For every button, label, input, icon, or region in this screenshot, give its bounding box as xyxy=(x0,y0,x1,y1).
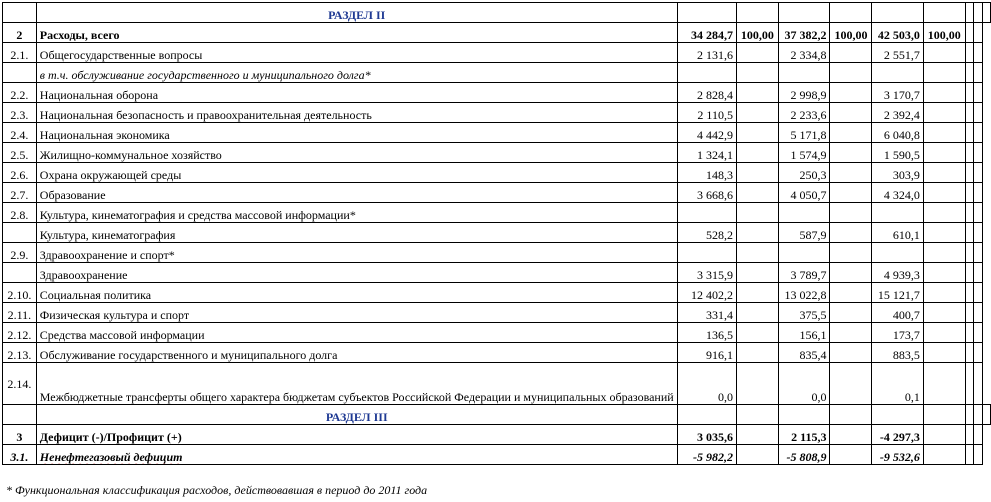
row-label: Дефицит (-)/Профицит (+) xyxy=(36,425,677,445)
empty-cell xyxy=(830,3,872,23)
empty-cell xyxy=(923,263,965,283)
empty-cell xyxy=(830,283,872,303)
row-label: Расходы, всего xyxy=(36,23,677,43)
value-cell: 400,7 xyxy=(872,303,923,323)
row-number: 3.1. xyxy=(3,445,37,465)
value-cell: 2 110,5 xyxy=(677,103,736,123)
row-number: 2.7. xyxy=(3,183,37,203)
value-cell xyxy=(778,243,830,263)
percent-cell: 100,00 xyxy=(923,23,965,43)
value-cell xyxy=(872,243,923,263)
empty-cell xyxy=(736,143,778,163)
value-cell: -5 982,2 xyxy=(677,445,736,465)
empty-cell xyxy=(923,223,965,243)
table-row xyxy=(3,363,991,405)
value-cell: 2 233,6 xyxy=(778,103,830,123)
empty-cell xyxy=(965,203,973,223)
empty-cell xyxy=(736,263,778,283)
empty-cell xyxy=(736,163,778,183)
row-label: Охрана окружающей среды xyxy=(36,163,677,183)
empty-cell xyxy=(830,123,872,143)
empty-cell xyxy=(830,223,872,243)
table-row xyxy=(3,343,991,363)
budget-table xyxy=(2,2,991,465)
empty-cell xyxy=(923,63,965,83)
row-number: 2.1. xyxy=(3,43,37,63)
empty-cell xyxy=(736,323,778,343)
empty-cell xyxy=(974,445,982,465)
row-number xyxy=(3,63,37,83)
empty-cell xyxy=(677,3,736,23)
footnote: * Функциональная классификация расходов, действовавшая в период до 2011 года xyxy=(6,483,428,497)
empty-cell xyxy=(974,163,982,183)
empty-cell xyxy=(736,43,778,63)
empty-cell xyxy=(974,263,982,283)
empty-cell xyxy=(830,303,872,323)
row-label: Национальная экономика xyxy=(36,123,677,143)
empty-cell xyxy=(923,303,965,323)
value-cell: 173,7 xyxy=(872,323,923,343)
table-row xyxy=(3,243,991,263)
empty-cell xyxy=(736,303,778,323)
empty-cell xyxy=(965,445,973,465)
value-cell: 610,1 xyxy=(872,223,923,243)
empty-cell xyxy=(974,283,982,303)
value-cell: 2 392,4 xyxy=(872,103,923,123)
table-row xyxy=(3,143,991,163)
empty-cell xyxy=(974,243,982,263)
value-cell: 375,5 xyxy=(778,303,830,323)
empty-cell xyxy=(923,123,965,143)
value-cell: 148,3 xyxy=(677,163,736,183)
row-number: 2.6. xyxy=(3,163,37,183)
empty-cell xyxy=(923,163,965,183)
row-label: Культура, кинематография xyxy=(36,223,677,243)
value-cell: 4 324,0 xyxy=(872,183,923,203)
empty-cell xyxy=(736,103,778,123)
empty-cell xyxy=(982,405,990,425)
empty-cell xyxy=(923,323,965,343)
value-cell: 587,9 xyxy=(778,223,830,243)
empty-cell xyxy=(830,323,872,343)
value-cell: 3 035,6 xyxy=(677,425,736,445)
value-cell: 0,0 xyxy=(778,363,830,405)
empty-cell xyxy=(965,23,973,43)
value-cell: 34 284,7 xyxy=(677,23,736,43)
empty-cell xyxy=(736,445,778,465)
empty-cell xyxy=(965,43,973,63)
empty-cell xyxy=(923,445,965,465)
empty-cell xyxy=(778,3,830,23)
row-label: в т.ч. обслуживание государственного и муниципального долга* xyxy=(36,63,677,83)
row-label: Культура, кинематография и средства массовой информации* xyxy=(36,203,677,223)
empty-cell xyxy=(974,143,982,163)
value-cell xyxy=(677,243,736,263)
table-row xyxy=(3,83,991,103)
value-cell: 1 324,1 xyxy=(677,143,736,163)
row-label: Социальная политика xyxy=(36,283,677,303)
row-label: Обслуживание государственного и муниципального долга xyxy=(36,343,677,363)
table-row xyxy=(3,203,991,223)
value-cell: 303,9 xyxy=(872,163,923,183)
row-number: 2.11. xyxy=(3,303,37,323)
empty-cell xyxy=(974,103,982,123)
table-row xyxy=(3,223,991,243)
table-row xyxy=(3,303,991,323)
value-cell: 1 574,9 xyxy=(778,143,830,163)
empty-cell xyxy=(974,405,982,425)
empty-cell xyxy=(830,243,872,263)
empty-cell xyxy=(923,183,965,203)
empty-cell xyxy=(965,143,973,163)
empty-cell xyxy=(965,223,973,243)
empty-cell xyxy=(974,425,982,445)
empty-cell xyxy=(830,445,872,465)
table-row xyxy=(3,123,991,143)
value-cell: 12 402,2 xyxy=(677,283,736,303)
empty-cell xyxy=(923,143,965,163)
row-number: 3 xyxy=(3,425,37,445)
row-number: 2.3. xyxy=(3,103,37,123)
empty-cell xyxy=(736,123,778,143)
empty-cell xyxy=(965,83,973,103)
row-number: 2.4. xyxy=(3,123,37,143)
row-label: Национальная оборона xyxy=(36,83,677,103)
value-cell: 1 590,5 xyxy=(872,143,923,163)
empty-cell xyxy=(923,43,965,63)
value-cell: 37 382,2 xyxy=(778,23,830,43)
empty-cell xyxy=(974,363,982,405)
section-header: РАЗДЕЛ II xyxy=(36,3,677,23)
total-row xyxy=(3,23,991,43)
empty-cell xyxy=(965,405,973,425)
empty-cell xyxy=(965,243,973,263)
row-number: 2.2. xyxy=(3,83,37,103)
empty-cell xyxy=(974,183,982,203)
empty-cell xyxy=(923,425,965,445)
empty-cell xyxy=(923,103,965,123)
empty-cell xyxy=(974,43,982,63)
value-cell xyxy=(872,63,923,83)
empty-cell xyxy=(872,405,923,425)
value-cell: 136,5 xyxy=(677,323,736,343)
empty-cell xyxy=(736,203,778,223)
table-row xyxy=(3,283,991,303)
empty-cell xyxy=(3,405,37,425)
empty-cell xyxy=(965,263,973,283)
empty-cell xyxy=(923,363,965,405)
empty-cell xyxy=(830,183,872,203)
empty-cell xyxy=(965,63,973,83)
empty-cell xyxy=(965,103,973,123)
value-cell: 3 170,7 xyxy=(872,83,923,103)
empty-cell xyxy=(923,343,965,363)
table-row xyxy=(3,183,991,203)
value-cell: 3 315,9 xyxy=(677,263,736,283)
empty-cell xyxy=(736,223,778,243)
empty-cell xyxy=(736,363,778,405)
value-cell: 3 789,7 xyxy=(778,263,830,283)
empty-cell xyxy=(974,303,982,323)
value-cell: 4 050,7 xyxy=(778,183,830,203)
row-label: Образование xyxy=(36,183,677,203)
empty-cell xyxy=(830,425,872,445)
empty-cell xyxy=(974,223,982,243)
empty-cell xyxy=(974,83,982,103)
row-number: 2.12. xyxy=(3,323,37,343)
value-cell: 0,0 xyxy=(677,363,736,405)
row-label: Здравоохранение и спорт* xyxy=(36,243,677,263)
total-row xyxy=(3,425,991,445)
value-cell: 6 040,8 xyxy=(872,123,923,143)
empty-cell xyxy=(974,123,982,143)
empty-cell xyxy=(736,243,778,263)
value-cell: 916,1 xyxy=(677,343,736,363)
value-cell xyxy=(677,203,736,223)
empty-cell xyxy=(965,363,973,405)
percent-cell: 100,00 xyxy=(830,23,872,43)
value-cell xyxy=(778,63,830,83)
row-label: Жилищно-коммунальное хозяйство xyxy=(36,143,677,163)
row-label: Средства массовой информации xyxy=(36,323,677,343)
empty-cell xyxy=(974,203,982,223)
row-number xyxy=(3,263,37,283)
value-cell: 883,5 xyxy=(872,343,923,363)
empty-cell xyxy=(830,103,872,123)
value-cell: 3 668,6 xyxy=(677,183,736,203)
row-label: Национальная безопасность и правоохранительная деятельность xyxy=(36,103,677,123)
value-cell: 2 334,8 xyxy=(778,43,830,63)
value-cell: 5 171,8 xyxy=(778,123,830,143)
table-row xyxy=(3,63,991,83)
value-cell: 2 828,4 xyxy=(677,83,736,103)
row-number xyxy=(3,223,37,243)
empty-cell xyxy=(736,343,778,363)
empty-cell xyxy=(872,3,923,23)
empty-cell xyxy=(974,23,982,43)
value-cell: 2 131,6 xyxy=(677,43,736,63)
value-cell: 4 939,3 xyxy=(872,263,923,283)
value-cell: 2 551,7 xyxy=(872,43,923,63)
percent-cell: 100,00 xyxy=(736,23,778,43)
value-cell xyxy=(677,63,736,83)
empty-cell xyxy=(736,183,778,203)
empty-cell xyxy=(974,63,982,83)
value-cell: 0,1 xyxy=(872,363,923,405)
table-body xyxy=(3,3,991,465)
value-cell: 42 503,0 xyxy=(872,23,923,43)
empty-cell xyxy=(830,263,872,283)
empty-cell xyxy=(923,3,965,23)
empty-cell xyxy=(965,183,973,203)
empty-cell xyxy=(923,283,965,303)
empty-cell xyxy=(736,425,778,445)
empty-cell xyxy=(974,343,982,363)
empty-cell xyxy=(3,3,37,23)
value-cell: 2 998,9 xyxy=(778,83,830,103)
empty-cell xyxy=(965,3,973,23)
row-number: 2.10. xyxy=(3,283,37,303)
value-cell: 15 121,7 xyxy=(872,283,923,303)
empty-cell xyxy=(923,405,965,425)
value-cell: -9 532,6 xyxy=(872,445,923,465)
table-row xyxy=(3,323,991,343)
row-number: 2.13. xyxy=(3,343,37,363)
empty-cell xyxy=(830,143,872,163)
row-number: 2.5. xyxy=(3,143,37,163)
empty-cell xyxy=(965,283,973,303)
empty-cell xyxy=(830,43,872,63)
table-row xyxy=(3,163,991,183)
empty-cell xyxy=(677,405,736,425)
empty-cell xyxy=(923,243,965,263)
empty-cell xyxy=(830,163,872,183)
table-row xyxy=(3,263,991,283)
empty-cell xyxy=(965,425,973,445)
empty-cell xyxy=(974,323,982,343)
empty-cell xyxy=(736,63,778,83)
empty-cell xyxy=(923,203,965,223)
value-cell: 331,4 xyxy=(677,303,736,323)
empty-cell xyxy=(736,283,778,303)
row-number: 2 xyxy=(3,23,37,43)
empty-cell xyxy=(830,343,872,363)
value-cell: -4 297,3 xyxy=(872,425,923,445)
value-cell: 528,2 xyxy=(677,223,736,243)
row-label: Здравоохранение xyxy=(36,263,677,283)
row-number: 2.9. xyxy=(3,243,37,263)
empty-cell xyxy=(965,123,973,143)
value-cell xyxy=(778,203,830,223)
empty-cell xyxy=(830,363,872,405)
empty-cell xyxy=(736,83,778,103)
section-header: РАЗДЕЛ III xyxy=(36,405,677,425)
row-label: Ненефтегазовый дефицит xyxy=(36,445,677,465)
table-row xyxy=(3,43,991,63)
value-cell: 2 115,3 xyxy=(778,425,830,445)
row-label: Межбюджетные трансферты общего характера бюджетам субъектов Российской Федерации и муниципальных образований xyxy=(36,363,677,405)
empty-cell xyxy=(736,3,778,23)
row-number: 2.14. xyxy=(3,363,37,405)
row-label: Физическая культура и спорт xyxy=(36,303,677,323)
empty-cell xyxy=(965,163,973,183)
empty-cell xyxy=(965,343,973,363)
value-cell: 250,3 xyxy=(778,163,830,183)
value-cell xyxy=(872,203,923,223)
empty-cell xyxy=(830,83,872,103)
row-label: Общегосударственные вопросы xyxy=(36,43,677,63)
section-header-row xyxy=(3,405,991,425)
value-cell: 156,1 xyxy=(778,323,830,343)
table-row xyxy=(3,445,991,465)
value-cell: 4 442,9 xyxy=(677,123,736,143)
empty-cell xyxy=(830,203,872,223)
table-row xyxy=(3,103,991,123)
empty-cell xyxy=(923,83,965,103)
empty-cell xyxy=(736,405,778,425)
empty-cell xyxy=(778,405,830,425)
value-cell: 13 022,8 xyxy=(778,283,830,303)
value-cell: -5 808,9 xyxy=(778,445,830,465)
empty-cell xyxy=(982,3,990,23)
row-number: 2.8. xyxy=(3,203,37,223)
empty-cell xyxy=(830,63,872,83)
empty-cell xyxy=(830,405,872,425)
value-cell: 835,4 xyxy=(778,343,830,363)
empty-cell xyxy=(965,323,973,343)
empty-cell xyxy=(974,3,982,23)
empty-cell xyxy=(965,303,973,323)
section-header-row xyxy=(3,3,991,23)
